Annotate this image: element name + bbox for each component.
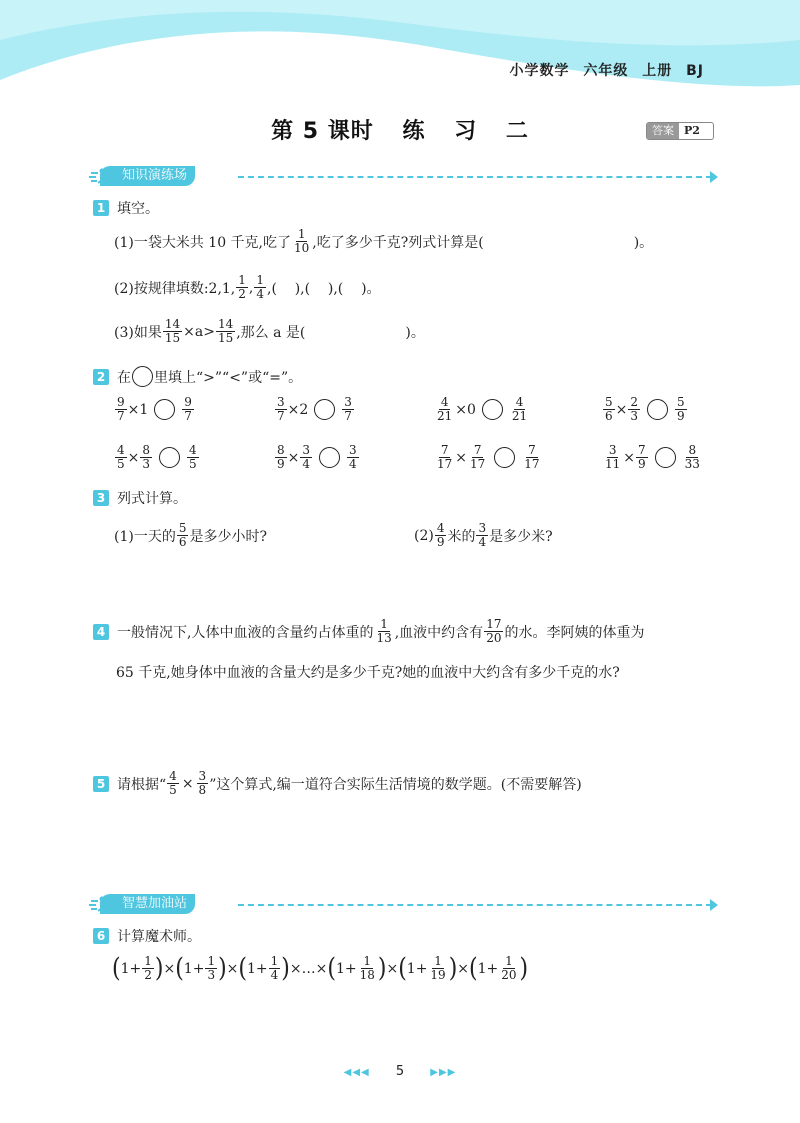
operator: ×	[163, 960, 176, 977]
question-4-line-2	[116, 662, 620, 682]
denominator: 4	[478, 535, 487, 549]
compare-circle[interactable]	[159, 447, 180, 468]
denominator: 17	[524, 457, 540, 471]
answer-page-badge[interactable]	[646, 122, 714, 140]
numerator: 2	[630, 395, 639, 409]
fraction	[435, 522, 447, 549]
text: 1+	[247, 960, 268, 977]
numerator: 17	[486, 617, 502, 631]
operator: ×	[127, 449, 140, 466]
circle-icon	[132, 366, 153, 387]
numerator: 1	[380, 617, 388, 631]
fraction	[435, 444, 454, 471]
fraction	[522, 444, 541, 471]
compare-circle[interactable]	[482, 399, 503, 420]
denominator: 3	[207, 968, 216, 982]
question-6-title	[93, 926, 201, 946]
fraction	[187, 444, 199, 471]
denominator: 5	[169, 783, 177, 797]
text: 1+	[183, 960, 205, 977]
fraction	[428, 955, 447, 982]
denominator: 7	[184, 409, 192, 423]
numerator: 4	[440, 395, 449, 409]
fraction	[342, 396, 354, 423]
denominator: 10	[294, 241, 310, 255]
q3-part-1	[114, 522, 267, 549]
dashed-divider	[238, 176, 712, 178]
running-person-icon	[88, 896, 114, 912]
paren: (	[327, 953, 336, 984]
question-number: 5	[93, 776, 109, 792]
paren: )	[281, 953, 290, 984]
fraction	[177, 522, 189, 549]
denominator: 18	[359, 968, 375, 982]
text: 的水。李阿姨的体重为	[504, 624, 645, 641]
section-banner-practice	[88, 166, 718, 188]
operator: ×	[457, 960, 470, 977]
numerator: 9	[184, 395, 192, 409]
text: 65 千克,她身体中血液的含量大约是多少千克?她的血液中大约含有多少千克的水?	[116, 665, 620, 681]
title-lesson: 第 5 课时	[271, 119, 374, 144]
text: 是多少小时?	[189, 528, 267, 545]
numerator: 1	[238, 273, 246, 287]
operator: ×1	[127, 401, 149, 418]
fraction	[603, 396, 615, 423]
fraction	[468, 444, 487, 471]
header-wave-banner	[0, 0, 800, 95]
denominator: 11	[605, 457, 621, 471]
numerator: 7	[473, 443, 482, 457]
numerator: 7	[528, 443, 536, 457]
numerator: 5	[677, 395, 685, 409]
fraction	[254, 274, 266, 301]
numerator: 1	[505, 954, 513, 968]
numerator: 14	[164, 317, 181, 331]
denominator: 9	[277, 457, 285, 471]
fraction	[499, 955, 518, 982]
question-number: 1	[93, 200, 109, 216]
paren: )	[218, 953, 227, 984]
operator: ×2	[287, 401, 309, 418]
operator: ×	[623, 449, 636, 466]
denominator: 4	[270, 968, 279, 982]
text: 是多少米?	[489, 528, 553, 545]
text: 1+	[120, 960, 142, 977]
fraction	[142, 955, 154, 982]
operator: ×	[289, 960, 302, 977]
fraction	[115, 444, 127, 471]
compare-circle[interactable]	[647, 399, 668, 420]
compare-item	[274, 444, 360, 471]
text: (1)一天的	[114, 528, 176, 545]
denominator: 9	[677, 409, 685, 423]
arrow-right-icon	[710, 899, 718, 911]
q1-part-3	[114, 318, 425, 345]
fraction	[683, 444, 702, 471]
fraction	[510, 396, 529, 423]
numerator: 14	[217, 317, 234, 331]
question-number: 3	[93, 490, 109, 506]
numerator: 1	[270, 954, 279, 968]
fraction	[374, 618, 393, 645]
compare-item	[602, 396, 688, 423]
question-text: 计算魔术师。	[117, 929, 201, 945]
denominator: 17	[470, 457, 486, 471]
denominator: 4	[302, 457, 311, 471]
paren: (	[398, 953, 407, 984]
operator: ×	[315, 960, 328, 977]
question-text: 填空。	[117, 201, 159, 217]
numerator: 1	[256, 273, 264, 287]
header-book-info	[509, 60, 704, 80]
compare-item	[114, 396, 195, 423]
question-3-title	[93, 488, 187, 508]
numerator: 1	[363, 954, 372, 968]
page-number: 5	[395, 1064, 405, 1079]
compare-item	[274, 396, 355, 423]
fraction	[603, 444, 622, 471]
numerator: 9	[117, 395, 125, 409]
text: )。	[633, 234, 654, 251]
question-5	[93, 770, 582, 797]
fraction	[167, 770, 179, 797]
section-banner-challenge	[88, 894, 718, 916]
compare-item	[434, 396, 530, 423]
numerator: 5	[605, 395, 613, 409]
ellipsis: …	[301, 960, 316, 977]
header-volume: 上册	[642, 63, 673, 79]
paren: (	[112, 953, 121, 984]
numerator: 4	[189, 443, 197, 457]
denominator: 7	[117, 409, 125, 423]
title-char: 练	[402, 119, 426, 144]
numerator: 7	[638, 443, 646, 457]
section-label: 智慧加油站	[100, 894, 195, 914]
numerator: 8	[277, 443, 285, 457]
fraction	[484, 618, 503, 645]
answer-label: 答案	[647, 123, 679, 139]
denominator: 21	[437, 409, 453, 423]
text: (2)按规律填数:2,1,	[114, 280, 236, 297]
fraction	[292, 228, 311, 255]
text: 请根据“	[117, 776, 167, 793]
question-number: 4	[93, 624, 109, 640]
header-subject: 小学数学	[509, 63, 570, 79]
fraction	[163, 318, 182, 345]
fraction	[182, 396, 194, 423]
answer-page: P2	[684, 124, 700, 137]
question-text: 在	[117, 369, 131, 386]
denominator: 33	[684, 457, 700, 471]
text: (2)	[414, 527, 434, 544]
text: (1)一袋大米共 10 千克,吃了	[114, 234, 291, 251]
text: )。	[405, 324, 425, 341]
text: ,血液中约含有	[394, 624, 484, 641]
arrow-right-icon	[710, 171, 718, 183]
compare-circle[interactable]	[154, 399, 175, 420]
denominator: 21	[511, 409, 528, 423]
fraction	[628, 396, 640, 423]
text: 一般情况下,人体中血液的含量约占体重的	[117, 624, 374, 641]
fraction	[435, 396, 454, 423]
fraction	[269, 955, 281, 982]
page-footer	[0, 1064, 800, 1079]
denominator: 9	[638, 457, 646, 471]
denominator: 19	[430, 968, 446, 982]
question-1-title	[93, 198, 159, 218]
numerator: 4	[117, 443, 125, 457]
previous-arrows-icon: ◀◀◀	[343, 1067, 370, 1078]
title-char: 二	[505, 119, 529, 144]
fraction	[115, 396, 127, 423]
paren: )	[448, 953, 458, 984]
numerator: 3	[277, 395, 285, 409]
running-person-icon	[88, 168, 114, 184]
compare-item	[602, 444, 703, 471]
compare-circle[interactable]	[494, 447, 515, 468]
numerator: 1	[434, 954, 442, 968]
denominator: 7	[277, 409, 285, 423]
paren: )	[377, 953, 387, 984]
fraction	[300, 444, 312, 471]
denominator: 9	[436, 535, 445, 549]
numerator: 5	[178, 521, 187, 535]
fraction	[358, 955, 377, 982]
paren: (	[469, 953, 478, 984]
operator: ×	[287, 449, 300, 466]
q1-part-1	[114, 228, 653, 255]
title-char: 习	[454, 119, 478, 144]
text: 1+	[477, 960, 499, 977]
numerator: 4	[436, 521, 445, 535]
fraction	[636, 444, 648, 471]
fraction	[205, 955, 217, 982]
numerator: 1	[144, 954, 152, 968]
denominator: 6	[605, 409, 613, 423]
fraction	[347, 444, 359, 471]
denominator: 20	[486, 631, 502, 645]
numerator: 4	[515, 395, 524, 409]
denominator: 13	[376, 631, 392, 645]
fraction	[140, 444, 152, 471]
question-number: 6	[93, 928, 109, 944]
fraction	[275, 396, 287, 423]
compare-circle[interactable]	[655, 447, 676, 468]
dashed-divider	[238, 904, 712, 906]
header-edition: BJ	[686, 63, 704, 79]
denominator: 4	[256, 287, 264, 301]
paren: (	[175, 953, 184, 984]
fraction	[216, 318, 235, 345]
header-grade: 六年级	[583, 63, 629, 79]
text: (3)如果	[114, 324, 162, 341]
compare-circle[interactable]	[319, 447, 340, 468]
denominator: 7	[344, 409, 352, 423]
denominator: 5	[117, 457, 125, 471]
denominator: 17	[437, 457, 453, 471]
numerator: 7	[440, 443, 449, 457]
numerator: 1	[207, 954, 216, 968]
compare-item	[114, 444, 200, 471]
question-4	[93, 618, 644, 645]
denominator: 5	[189, 457, 197, 471]
compare-item	[434, 444, 543, 471]
fraction	[675, 396, 687, 423]
numerator: 4	[169, 769, 177, 783]
operator: ×0	[455, 401, 476, 418]
paren: )	[154, 953, 164, 984]
denominator: 3	[142, 457, 151, 471]
denominator: 6	[178, 535, 187, 549]
text: ,吃了多少千克?列式计算是(	[312, 234, 484, 251]
numerator: 3	[478, 521, 487, 535]
operator: ×	[181, 775, 194, 792]
text: 米的	[447, 528, 476, 545]
denominator: 15	[164, 331, 181, 345]
product-expression	[112, 955, 528, 982]
numerator: 3	[198, 769, 207, 783]
section-label: 知识演练场	[100, 166, 195, 186]
numerator: 3	[302, 443, 311, 457]
text: 1+	[406, 960, 428, 977]
compare-circle[interactable]	[314, 399, 335, 420]
paren: (	[238, 953, 247, 984]
numerator: 3	[608, 443, 617, 457]
text: ”这个算式,编一道符合实际生活情境的数学题。(不需要解答)	[209, 776, 582, 793]
operator: ×	[226, 960, 239, 977]
question-2-title	[93, 366, 302, 387]
fraction	[476, 522, 488, 549]
text: ,( ),( ),( )。	[267, 280, 381, 297]
q3-part-2	[414, 522, 553, 549]
numerator: 3	[344, 395, 352, 409]
numerator: 8	[142, 443, 151, 457]
text: ,那么 a 是(	[236, 324, 306, 341]
operator: ×	[615, 401, 628, 418]
numerator: 1	[297, 227, 306, 241]
fraction	[197, 770, 209, 797]
next-arrows-icon: ▶▶▶	[430, 1067, 457, 1078]
numerator: 8	[688, 443, 697, 457]
denominator: 3	[630, 409, 639, 423]
denominator: 8	[198, 783, 207, 797]
paren: )	[519, 953, 529, 984]
denominator: 20	[501, 968, 517, 982]
text: ×a>	[183, 323, 215, 340]
denominator: 15	[217, 331, 234, 345]
text: ,	[248, 279, 254, 296]
fraction	[236, 274, 248, 301]
q1-part-2	[114, 274, 381, 301]
question-text: 里填上“>”“<”或“=”。	[154, 369, 303, 386]
text: 1+	[335, 960, 357, 977]
operator: ×	[386, 960, 399, 977]
question-text: 列式计算。	[117, 491, 187, 507]
fraction	[275, 444, 287, 471]
numerator: 3	[349, 443, 357, 457]
denominator: 2	[144, 968, 152, 982]
question-number: 2	[93, 369, 109, 385]
operator: ×	[455, 449, 468, 466]
denominator: 2	[238, 287, 246, 301]
denominator: 4	[349, 457, 357, 471]
